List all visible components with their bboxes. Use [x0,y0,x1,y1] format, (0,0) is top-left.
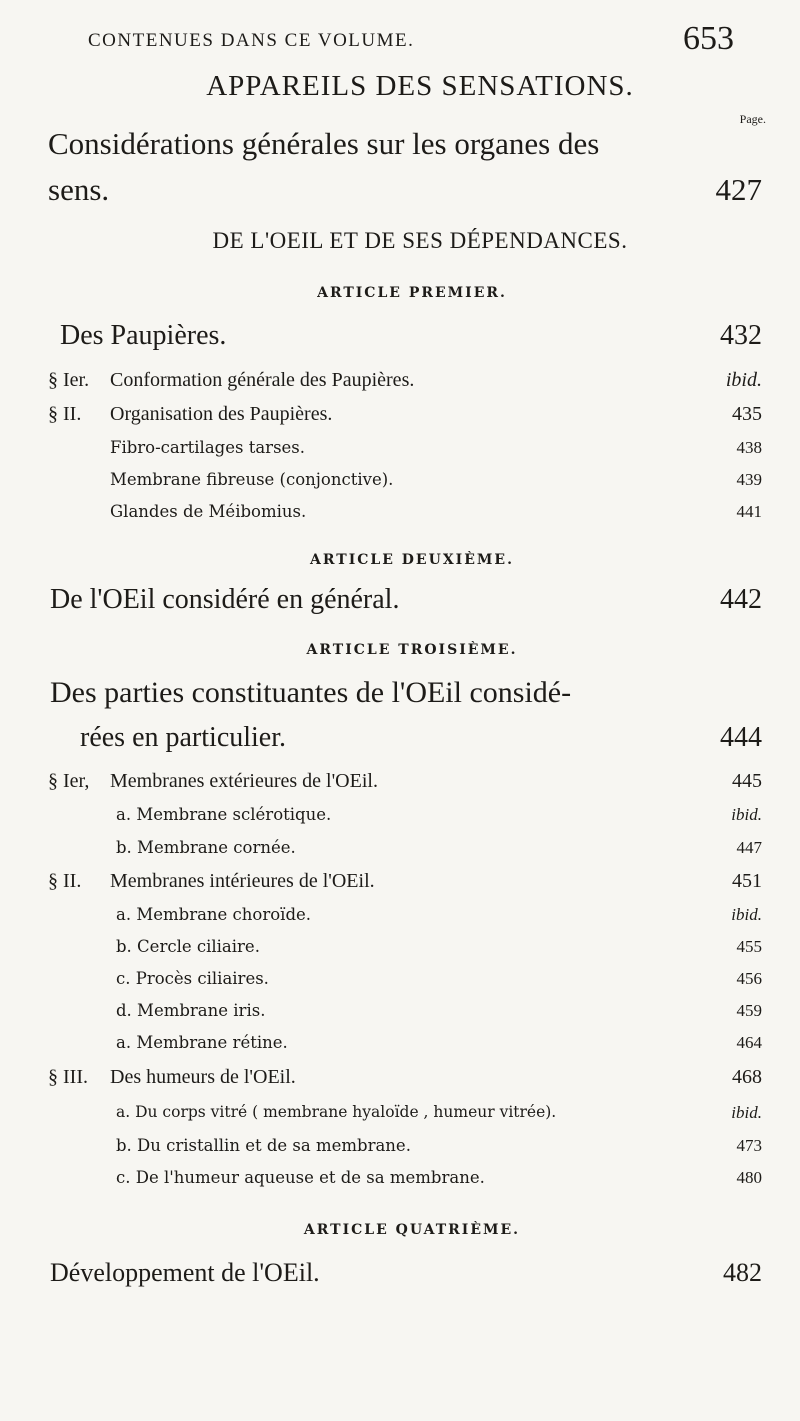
toc-subitem-text: Glandes de Méibomius. [110,502,307,521]
intro-page: 427 [715,172,762,207]
toc-subitem-text: b. Membrane cornée. [116,838,296,857]
toc-section-text: Membranes extérieures de l'OEil. [110,770,378,792]
intro-title-line1: Considérations générales sur les organes des [48,126,600,161]
article-label: ARTICLE PREMIER. [317,285,507,301]
toc-subitem-page: 456 [736,969,762,988]
toc-section-text: Des humeurs de l'OEil. [110,1066,296,1088]
page-number: 653 [683,20,734,57]
article-page: 432 [720,320,762,351]
toc-section-text: Conformation générale des Paupières. [110,369,415,391]
toc-section-page: ibid. [725,369,762,391]
section-title: APPAREILS DES SENSATIONS. [206,70,634,102]
toc-subitem-page: ibid. [731,905,762,924]
toc-subitem-text: b. Du cristallin et de sa membrane. [116,1136,411,1155]
article-title: De l'OEil considéré en général. [50,584,400,615]
toc-subitem-text: a. Membrane sclérotique. [116,805,332,824]
article-label: ARTICLE QUATRIÈME. [303,1222,521,1238]
article-label: ARTICLE DEUXIÈME. [310,552,514,568]
article-title-line2: rées en particulier. [80,722,287,753]
toc-section-text: Organisation des Paupières. [110,403,333,425]
subsection-title: DE L'OEIL ET DE SES DÉPENDANCES. [212,228,628,253]
toc-subitem-page: 447 [736,838,762,857]
toc-subitem-text: Fibro-cartilages tarses. [110,438,306,457]
toc-subitem-page: 473 [736,1136,762,1155]
toc-subitem-page: 459 [736,1001,762,1020]
article-title: Développement de l'OEil. [50,1258,320,1287]
toc-section-page: 435 [732,403,762,425]
page-column-label: Page. [739,112,766,126]
toc-section-page: 451 [732,870,762,892]
running-head: CONTENUES DANS CE VOLUME. [88,30,415,51]
toc-section-number: § Ier, [48,770,90,792]
toc-section-text: Membranes intérieures de l'OEil. [110,870,375,892]
toc-subitem-page: 441 [736,502,762,521]
toc-subitem-page: ibid. [731,1103,762,1122]
toc-subitem-page: 438 [736,438,762,457]
article-page: 442 [720,584,762,615]
toc-section-page: 468 [732,1066,762,1088]
article-title-line1: Des parties constituantes de l'OEil considé- [50,676,572,709]
article-title: Des Paupières. [60,320,227,351]
article-page: 444 [720,722,762,753]
toc-section-number: § II. [48,403,82,425]
toc-subitem-text: b. Cercle ciliaire. [116,937,260,956]
toc-subitem-text: c. Procès ciliaires. [116,969,269,988]
article-page: 482 [723,1258,762,1287]
toc-subitem-text: a. Membrane rétine. [116,1033,288,1052]
toc-subitem-text: a. Membrane choroïde. [116,905,312,924]
toc-subitem-text: d. Membrane iris. [116,1001,266,1020]
toc-subitem-page: ibid. [731,805,762,824]
toc-section-number: § Ier. [48,369,90,391]
toc-subitem-text: a. Du corps vitré ( membrane hyaloïde , humeur vitrée). [116,1103,557,1121]
article-label: ARTICLE TROISIÈME. [306,642,518,658]
toc-section-number: § III. [48,1066,88,1088]
toc-subitem-page: 439 [736,470,762,489]
toc-subitem-page: 455 [736,937,762,956]
toc-subitem-page: 480 [736,1168,762,1187]
toc-subitem-text: Membrane fibreuse (conjonctive). [110,470,394,489]
toc-subitem-text: c. De l'humeur aqueuse et de sa membrane. [116,1168,485,1187]
toc-section-number: § II. [48,870,82,892]
toc-section-page: 445 [732,770,762,792]
intro-title-line2: sens. [48,172,110,207]
toc-subitem-page: 464 [736,1033,762,1052]
